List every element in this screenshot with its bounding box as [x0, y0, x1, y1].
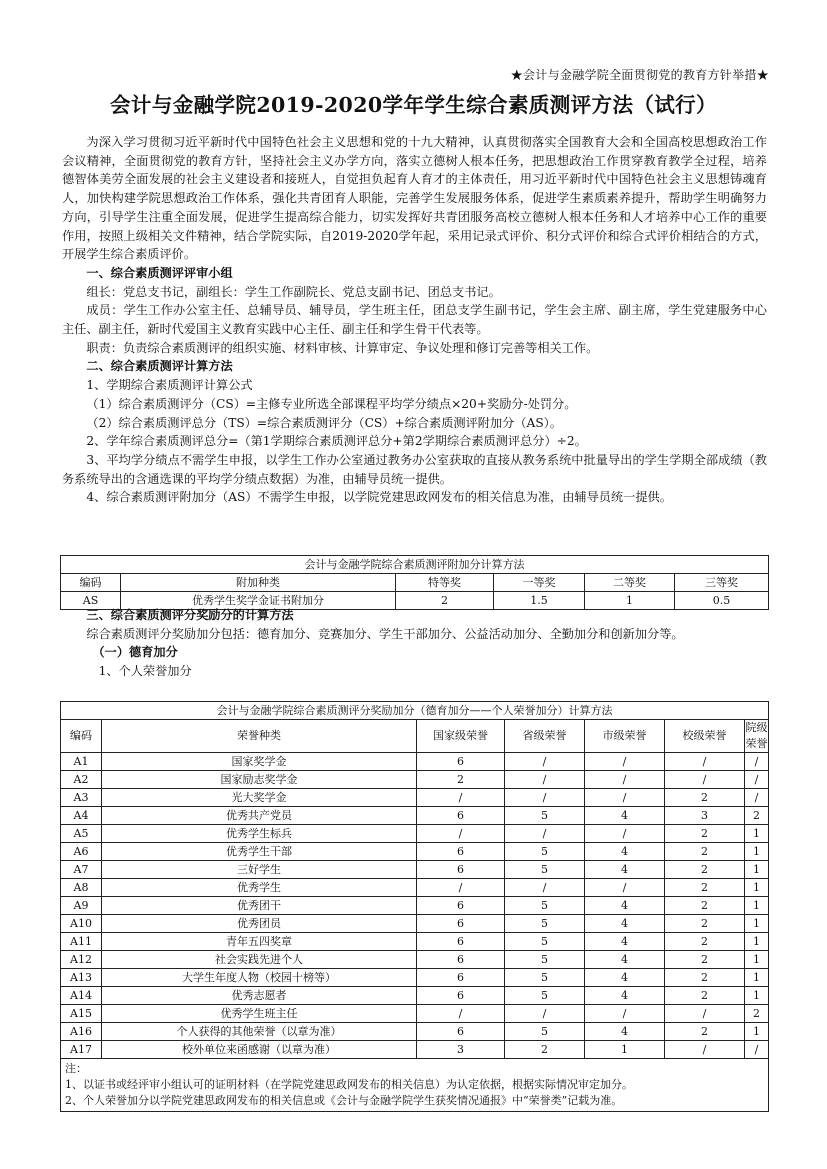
- honor-score: 2: [665, 861, 745, 879]
- honor-score: 1: [745, 825, 769, 843]
- section2-p3: 3、平均学分绩点不需学生申报，以学生工作办公室通过教务办公室获取的直接从教务系统中批量导出的学生学期全部成绩（教务系统导出的含通选课的平均学分绩点数据）为准，由辅导员统一提供。: [62, 452, 767, 486]
- honor-score: 1: [745, 969, 769, 987]
- table1-header-cell: 编码: [61, 574, 121, 592]
- section2-p4: 4、综合素质测评附加分（AS）不需学生申报，以学院党建思政网发布的相关信息为准，由辅导员统一提供。: [86, 490, 672, 505]
- honor-type: 光大奖学金: [102, 789, 417, 807]
- note-line: 2、个人荣誉加分以学院党建思政网发布的相关信息或《会计与金融学院学生获奖情况通报》中“荣誉类”记载为准。: [65, 1094, 623, 1107]
- honor-type: 优秀志愿者: [102, 987, 417, 1005]
- row-code: A12: [61, 951, 102, 969]
- honor-score: 6: [417, 807, 505, 825]
- honor-score: 4: [585, 951, 665, 969]
- row-code: A17: [61, 1041, 102, 1059]
- honor-score: 5: [505, 969, 585, 987]
- table1-header-row: [61, 574, 769, 592]
- row-code: A13: [61, 969, 102, 987]
- honor-score: /: [585, 789, 665, 807]
- honor-score: 1: [745, 951, 769, 969]
- table2-header-cell: 院级荣誉: [745, 720, 769, 753]
- table-row: [61, 969, 769, 987]
- table-row: [61, 1023, 769, 1041]
- table-row: [61, 897, 769, 915]
- honor-type: 优秀团干: [102, 897, 417, 915]
- honor-score: 1: [745, 915, 769, 933]
- section1-duty: 职责：负责综合素质测评的组织实施、材料审核、计算审定、争议处理和修订完善等相关工作。: [86, 340, 599, 355]
- honor-score: 5: [505, 1023, 585, 1041]
- honor-score: 2: [665, 789, 745, 807]
- table1-cell: 2: [396, 592, 494, 610]
- honor-score: /: [585, 771, 665, 789]
- honor-type: 优秀学生: [102, 879, 417, 897]
- section2-p1b: （2）综合素质测评总分（TS）=综合素质测评分（CS）+综合素质测评附加分（AS）。: [86, 415, 562, 430]
- honor-score: 5: [505, 843, 585, 861]
- section1-members: 成员：学生工作办公室主任、总辅导员、辅导员，学生班主任，团总支学生副书记，学生会主席、副主席，学生党建服务中心主任、副主任，新时代爱国主义教育实践中心主任、副主任和学生骨干代表等。: [62, 303, 767, 337]
- honor-score: 5: [505, 933, 585, 951]
- honor-score: /: [585, 879, 665, 897]
- table-row: [61, 771, 769, 789]
- honor-type: 优秀学生标兵: [102, 825, 417, 843]
- honor-type: 大学生年度人物（校园十榜等）: [102, 969, 417, 987]
- table-row: [61, 861, 769, 879]
- honor-score: 2: [665, 969, 745, 987]
- honor-score: /: [585, 1005, 665, 1023]
- honor-score: 1: [745, 897, 769, 915]
- honor-type: 个人获得的其他荣誉（以章为准）: [102, 1023, 417, 1041]
- honor-score: 3: [665, 807, 745, 825]
- honor-score: 1: [745, 987, 769, 1005]
- honor-score: 1: [745, 879, 769, 897]
- section3-block: [62, 606, 767, 681]
- row-code: A2: [61, 771, 102, 789]
- honor-type: 国家励志奖学金: [102, 771, 417, 789]
- honor-score: /: [417, 1005, 505, 1023]
- honor-score: 1: [745, 861, 769, 879]
- table2-header-cell: 省级荣誉: [505, 720, 585, 753]
- honor-score: /: [665, 1041, 745, 1059]
- section2-p1a: （1）综合素质测评分（CS）=主修专业所选全部课程平均学分绩点×20+奖励分-处罚分。: [86, 396, 577, 411]
- row-code: A4: [61, 807, 102, 825]
- honor-score: 5: [505, 897, 585, 915]
- honor-score: /: [417, 789, 505, 807]
- row-code: A8: [61, 879, 102, 897]
- table-row: [61, 753, 769, 771]
- honor-score: 2: [505, 1041, 585, 1059]
- row-code: A7: [61, 861, 102, 879]
- section3-p1: 综合素质测评分奖励加分包括：德育加分、竞赛加分、学生干部加分、公益活动加分、全勤加分和创新加分等。: [86, 626, 684, 641]
- honor-score: /: [585, 753, 665, 771]
- honor-score: 2: [665, 915, 745, 933]
- honor-score: 2: [417, 771, 505, 789]
- table1-cell: AS: [61, 592, 121, 610]
- section3-sub1a: 1、个人荣誉加分: [98, 664, 192, 679]
- honor-score: /: [745, 1041, 769, 1059]
- honor-score: 6: [417, 933, 505, 951]
- row-code: A9: [61, 897, 102, 915]
- table-row: [61, 879, 769, 897]
- row-code: A6: [61, 843, 102, 861]
- honor-type: 优秀共产党员: [102, 807, 417, 825]
- honor-score: 4: [585, 915, 665, 933]
- honor-score-table-wrap: [60, 701, 769, 1112]
- table2-header-row: [61, 720, 769, 753]
- table1-header-cell: 特等奖: [396, 574, 494, 592]
- table-row: [61, 915, 769, 933]
- honor-score: 4: [585, 843, 665, 861]
- honor-score: 4: [585, 1023, 665, 1041]
- table1-header-cell: 一等奖: [494, 574, 585, 592]
- honor-score: 5: [505, 915, 585, 933]
- honor-score: 4: [585, 897, 665, 915]
- honor-score: 5: [505, 807, 585, 825]
- section1-leader: 组长：党总支书记，副组长：学生工作副院长、党总支副书记、团总支书记。: [86, 284, 501, 299]
- honor-score-table: [60, 701, 769, 1112]
- honor-score: 6: [417, 861, 505, 879]
- section2-p1: 1、学期综合素质测评计算公式: [86, 378, 253, 393]
- table-row: [61, 1041, 769, 1059]
- honor-score: 2: [665, 987, 745, 1005]
- honor-score: 6: [417, 753, 505, 771]
- honor-score: 2: [665, 1023, 745, 1041]
- table-row: [61, 987, 769, 1005]
- honor-score: 4: [585, 933, 665, 951]
- honor-score: 6: [417, 969, 505, 987]
- honor-score: 1: [745, 933, 769, 951]
- honor-type: 国家奖学金: [102, 753, 417, 771]
- honor-type: 优秀团员: [102, 915, 417, 933]
- row-code: A16: [61, 1023, 102, 1041]
- honor-score: 4: [585, 861, 665, 879]
- table-row: [61, 789, 769, 807]
- honor-score: /: [585, 825, 665, 843]
- honor-score: 2: [665, 933, 745, 951]
- honor-score: /: [665, 771, 745, 789]
- honor-score: /: [505, 753, 585, 771]
- honor-score: /: [745, 753, 769, 771]
- table1-header-cell: 附加种类: [121, 574, 396, 592]
- table2-header-cell: 荣誉种类: [102, 720, 417, 753]
- document-title: 会计与金融学院2019-2020学年学生综合素质测评方法（试行）: [110, 93, 717, 117]
- table2-header-cell: 编码: [61, 720, 102, 753]
- row-code: A15: [61, 1005, 102, 1023]
- table-row: [61, 825, 769, 843]
- row-code: A1: [61, 753, 102, 771]
- row-code: A10: [61, 915, 102, 933]
- section2-p2: 2、学年综合素质测评总分=（第1学期综合素质测评总分+第2学期综合素质测评总分）÷2。: [86, 434, 587, 449]
- honor-score: 6: [417, 951, 505, 969]
- honor-score: /: [505, 771, 585, 789]
- table-row: [61, 807, 769, 825]
- honor-type: 校外单位来函感谢（以章为准）: [102, 1041, 417, 1059]
- section3-heading: 三、综合素质测评分奖励分的计算方法: [86, 608, 294, 622]
- honor-score: 2: [665, 843, 745, 861]
- honor-score: 4: [585, 807, 665, 825]
- table2-header-cell: 校级荣誉: [665, 720, 745, 753]
- section2-heading: 二、综合素质测评计算方法: [86, 359, 233, 374]
- honor-score: 5: [505, 951, 585, 969]
- honor-type: 三好学生: [102, 861, 417, 879]
- honor-score: 2: [665, 951, 745, 969]
- honor-score: /: [417, 825, 505, 843]
- table2-notes-row: [61, 1059, 769, 1112]
- additional-score-table: [60, 555, 769, 610]
- note-line: 注：: [65, 1062, 87, 1075]
- honor-score: 2: [665, 879, 745, 897]
- section3-sub1: （一）德育加分: [92, 645, 178, 660]
- table-row: [61, 951, 769, 969]
- additional-score-table-wrap: [60, 555, 769, 610]
- table1-cell: 0.5: [675, 592, 769, 610]
- table2-header-cell: 市级荣誉: [585, 720, 665, 753]
- document-body: [62, 133, 767, 507]
- honor-type: 优秀学生班主任: [102, 1005, 417, 1023]
- table1-cell: 1.5: [494, 592, 585, 610]
- table-row: [61, 1005, 769, 1023]
- table1-caption: 会计与金融学院综合素质测评附加分计算方法: [61, 556, 769, 574]
- table2-caption: 会计与金融学院综合素质测评分奖励加分（德育加分——个人荣誉加分）计算方法: [61, 702, 769, 720]
- honor-score: 2: [745, 1005, 769, 1023]
- honor-score: 1: [745, 1023, 769, 1041]
- honor-score: /: [417, 879, 505, 897]
- honor-score: 4: [585, 987, 665, 1005]
- honor-score: /: [665, 753, 745, 771]
- honor-score: /: [745, 771, 769, 789]
- honor-score: /: [505, 825, 585, 843]
- honor-type: 优秀学生干部: [102, 843, 417, 861]
- honor-score: 2: [745, 807, 769, 825]
- row-code: A14: [61, 987, 102, 1005]
- note-line: 1、以证书或经评审小组认可的证明材料（在学院党建思政网发布的相关信息）为认定依据，根据实际情况审定加分。: [65, 1078, 633, 1091]
- table1-cell: 优秀学生奖学金证书附加分: [121, 592, 396, 610]
- honor-type: 社会实践先进个人: [102, 951, 417, 969]
- honor-score: 5: [505, 987, 585, 1005]
- row-code: A3: [61, 789, 102, 807]
- slogan: ★会计与金融学院全面贯彻党的教育方针举措★: [510, 68, 769, 82]
- honor-score: 1: [585, 1041, 665, 1059]
- honor-score: 5: [505, 861, 585, 879]
- section1-heading: 一、综合素质测评评审小组: [86, 265, 233, 280]
- row-code: A11: [61, 933, 102, 951]
- honor-score: 3: [417, 1041, 505, 1059]
- table2-header-cell: 国家级荣誉: [417, 720, 505, 753]
- honor-score: 4: [585, 969, 665, 987]
- honor-score: 6: [417, 897, 505, 915]
- table-row: [61, 933, 769, 951]
- honor-type: 青年五四奖章: [102, 933, 417, 951]
- honor-score: /: [745, 789, 769, 807]
- table-row: [61, 843, 769, 861]
- honor-score: 2: [665, 897, 745, 915]
- honor-score: /: [665, 1005, 745, 1023]
- table1-header-cell: 二等奖: [585, 574, 675, 592]
- honor-score: 1: [745, 843, 769, 861]
- honor-score: 6: [417, 915, 505, 933]
- honor-score: /: [505, 879, 585, 897]
- honor-score: 6: [417, 1023, 505, 1041]
- intro-paragraph: 为深入学习贯彻习近平新时代中国特色社会主义思想和党的十九大精神，认真贯彻落实全国教育大会和全国高校思想政治工作会议精神，全面贯彻党的教育方针，坚持社会主义办学方向，落实立德树人根本任务，把思想政治工作贯穿教育教学全过程，培养德智体美劳全面发展的社会主义建设者和接班人，自觉担负起育人育才的主体责任，用习近平新时代中国特色社会主义思想铸魂育人，加快构建学院思想政治工作体系，强化共青团育人职能，完善学生发展服务体系，促进学生素质素养提升，帮助学生明确努力方向，引导学生注重全面发展，促进学生提高综合能力，切实发挥好共青团服务高校立德树人根本任务和人才培养中心工作的重要作用，按照上级相关文件精神，结合学院实际，自2019-2020学年起，采用记录式评价、积分式评价和综合式评价相结合的方式，开展学生综合素质评价。: [62, 135, 767, 262]
- honor-score: /: [505, 1005, 585, 1023]
- honor-score: /: [505, 789, 585, 807]
- honor-score: 2: [665, 825, 745, 843]
- table1-header-cell: 三等奖: [675, 574, 769, 592]
- table2-notes: [61, 1059, 769, 1112]
- honor-score: 6: [417, 843, 505, 861]
- row-code: A5: [61, 825, 102, 843]
- honor-score: 6: [417, 987, 505, 1005]
- table1-cell: 1: [585, 592, 675, 610]
